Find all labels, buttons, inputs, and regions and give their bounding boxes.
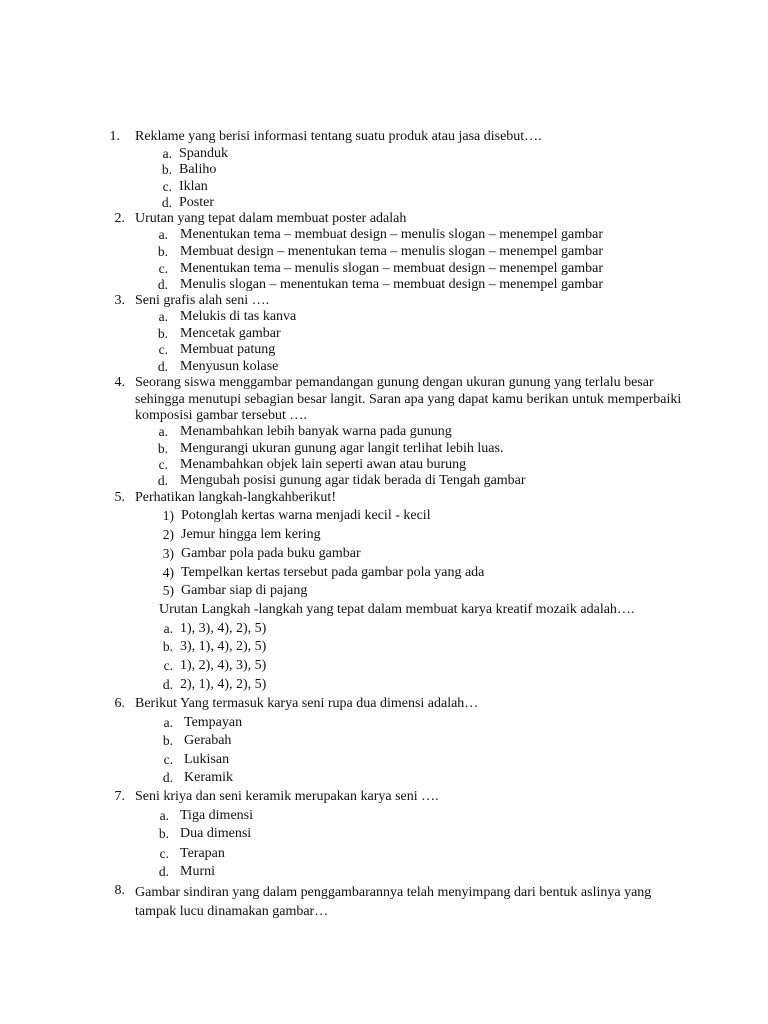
option-letter: d.	[157, 277, 168, 292]
option-text: Murni	[180, 864, 215, 879]
option-text: Tempayan	[184, 715, 243, 730]
option-letter: a.	[158, 309, 168, 324]
option-letter: b.	[162, 639, 173, 654]
option-letter: a.	[163, 715, 173, 730]
option-text: Poster	[179, 195, 214, 210]
question-number: 6.	[114, 696, 125, 711]
option-letter: d.	[162, 677, 173, 692]
question-number: 3.	[114, 293, 125, 308]
option-letter: c.	[159, 846, 169, 861]
option-text: 1), 2), 4), 3), 5)	[180, 658, 267, 673]
question-text: Seorang siswa menggambar pemandangan gunung dengan ukuran gunung yang terlalu besar sehingga menutupi sebagian besar langit. Saran apa yang dapat kamu berikan untuk memperbaiki komposisi gambar tersebut ….	[135, 375, 682, 423]
option-letter: c.	[158, 261, 168, 276]
step-text: Jemur hingga lem kering	[181, 527, 321, 542]
option-letter: c.	[158, 342, 168, 357]
option-text: Melukis di tas kanva	[180, 309, 297, 324]
option-letter: b.	[162, 733, 173, 748]
step-number: 2)	[162, 527, 174, 542]
option-text: Mencetak gambar	[180, 326, 281, 341]
option-text: Menambahkan objek lain seperti awan atau burung	[180, 457, 467, 472]
option-text: Keramik	[184, 770, 233, 785]
option-letter: d.	[162, 770, 173, 785]
option-letter: a.	[163, 621, 173, 636]
option-text: Gerabah	[184, 733, 232, 748]
question-text: Urutan yang tepat dalam membuat poster adalah	[135, 211, 407, 226]
option-text: Mengurangi ukuran gunung agar langit terlihat lebih luas.	[180, 441, 504, 456]
option-letter: a.	[159, 808, 169, 823]
option-text: 3), 1), 4), 2), 5)	[180, 639, 267, 654]
step-number: 5)	[162, 583, 174, 598]
question-number: 5.	[114, 490, 125, 505]
question-text: Gambar sindiran yang dalam penggambarannya telah menyimpang dari bentuk aslinya yang tampak lucu dinamakan gambar…	[135, 885, 652, 919]
step-text: Gambar siap di pajang	[181, 583, 308, 598]
option-text: 2), 1), 4), 2), 5)	[180, 677, 267, 692]
option-text: Iklan	[179, 179, 208, 194]
option-letter: c.	[162, 179, 172, 194]
step-number: 3)	[162, 546, 174, 561]
option-text: Menentukan tema – menulis slogan – membuat design – menempel gambar	[180, 261, 604, 276]
question-text: Berikut Yang termasuk karya seni rupa dua dimensi adalah…	[135, 696, 479, 711]
step-text: Tempelkan kertas tersebut pada gambar pola yang ada	[181, 565, 485, 580]
option-letter: a.	[158, 227, 168, 242]
option-letter: b.	[161, 162, 172, 177]
question-text: Seni kriya dan seni keramik merupakan karya seni ….	[135, 789, 439, 804]
step-number: 4)	[162, 565, 174, 580]
option-text: Tiga dimensi	[180, 808, 253, 823]
option-text: 1), 3), 4), 2), 5)	[180, 621, 267, 636]
option-text: Membuat patung	[180, 342, 276, 357]
option-letter: d.	[161, 195, 172, 210]
option-text: Dua dimensi	[180, 826, 252, 841]
option-letter: d.	[157, 473, 168, 488]
option-letter: d.	[158, 864, 169, 879]
question-text: Perhatikan langkah-langkahberikut!	[135, 490, 336, 505]
option-text: Menyusun kolase	[180, 359, 279, 374]
option-letter: a.	[158, 424, 168, 439]
option-text: Baliho	[179, 162, 217, 177]
question-number: 2.	[114, 211, 125, 226]
step-text: Gambar pola pada buku gambar	[181, 546, 361, 561]
option-letter: b.	[158, 826, 169, 841]
question-number: 1.	[109, 129, 120, 144]
option-text: Spanduk	[179, 146, 228, 161]
question-text: Reklame yang berisi informasi tentang suatu produk atau jasa disebut….	[135, 129, 542, 144]
question-prompt: Urutan Langkah -langkah yang tepat dalam membuat karya kreatif mozaik adalah….	[159, 602, 635, 617]
step-number: 1)	[162, 508, 174, 523]
option-text: Lukisan	[184, 752, 230, 767]
question-text: Seni grafis alah seni ….	[135, 293, 270, 308]
option-text: Menambahkan lebih banyak warna pada gunung	[180, 424, 452, 439]
question-number: 4.	[114, 375, 125, 390]
option-text: Mengubah posisi gunung agar tidak berada di Tengah gambar	[180, 473, 526, 488]
option-letter: c.	[158, 457, 168, 472]
question-number: 8.	[114, 883, 125, 898]
option-letter: c.	[163, 752, 173, 767]
option-text: Terapan	[180, 846, 225, 861]
option-letter: b.	[157, 441, 168, 456]
option-text: Menentukan tema – membuat design – menulis slogan – menempel gambar	[180, 227, 604, 242]
option-letter: b.	[157, 326, 168, 341]
option-letter: c.	[163, 658, 173, 673]
option-text: Menulis slogan – menentukan tema – membuat design – menempel gambar	[180, 277, 604, 292]
option-letter: a.	[162, 146, 172, 161]
option-letter: b.	[157, 244, 168, 259]
option-letter: d.	[157, 359, 168, 374]
question-number: 7.	[114, 789, 125, 804]
option-text: Membuat design – menentukan tema – menulis slogan – menempel gambar	[180, 244, 604, 259]
step-text: Potonglah kertas warna menjadi kecil - kecil	[181, 508, 431, 523]
